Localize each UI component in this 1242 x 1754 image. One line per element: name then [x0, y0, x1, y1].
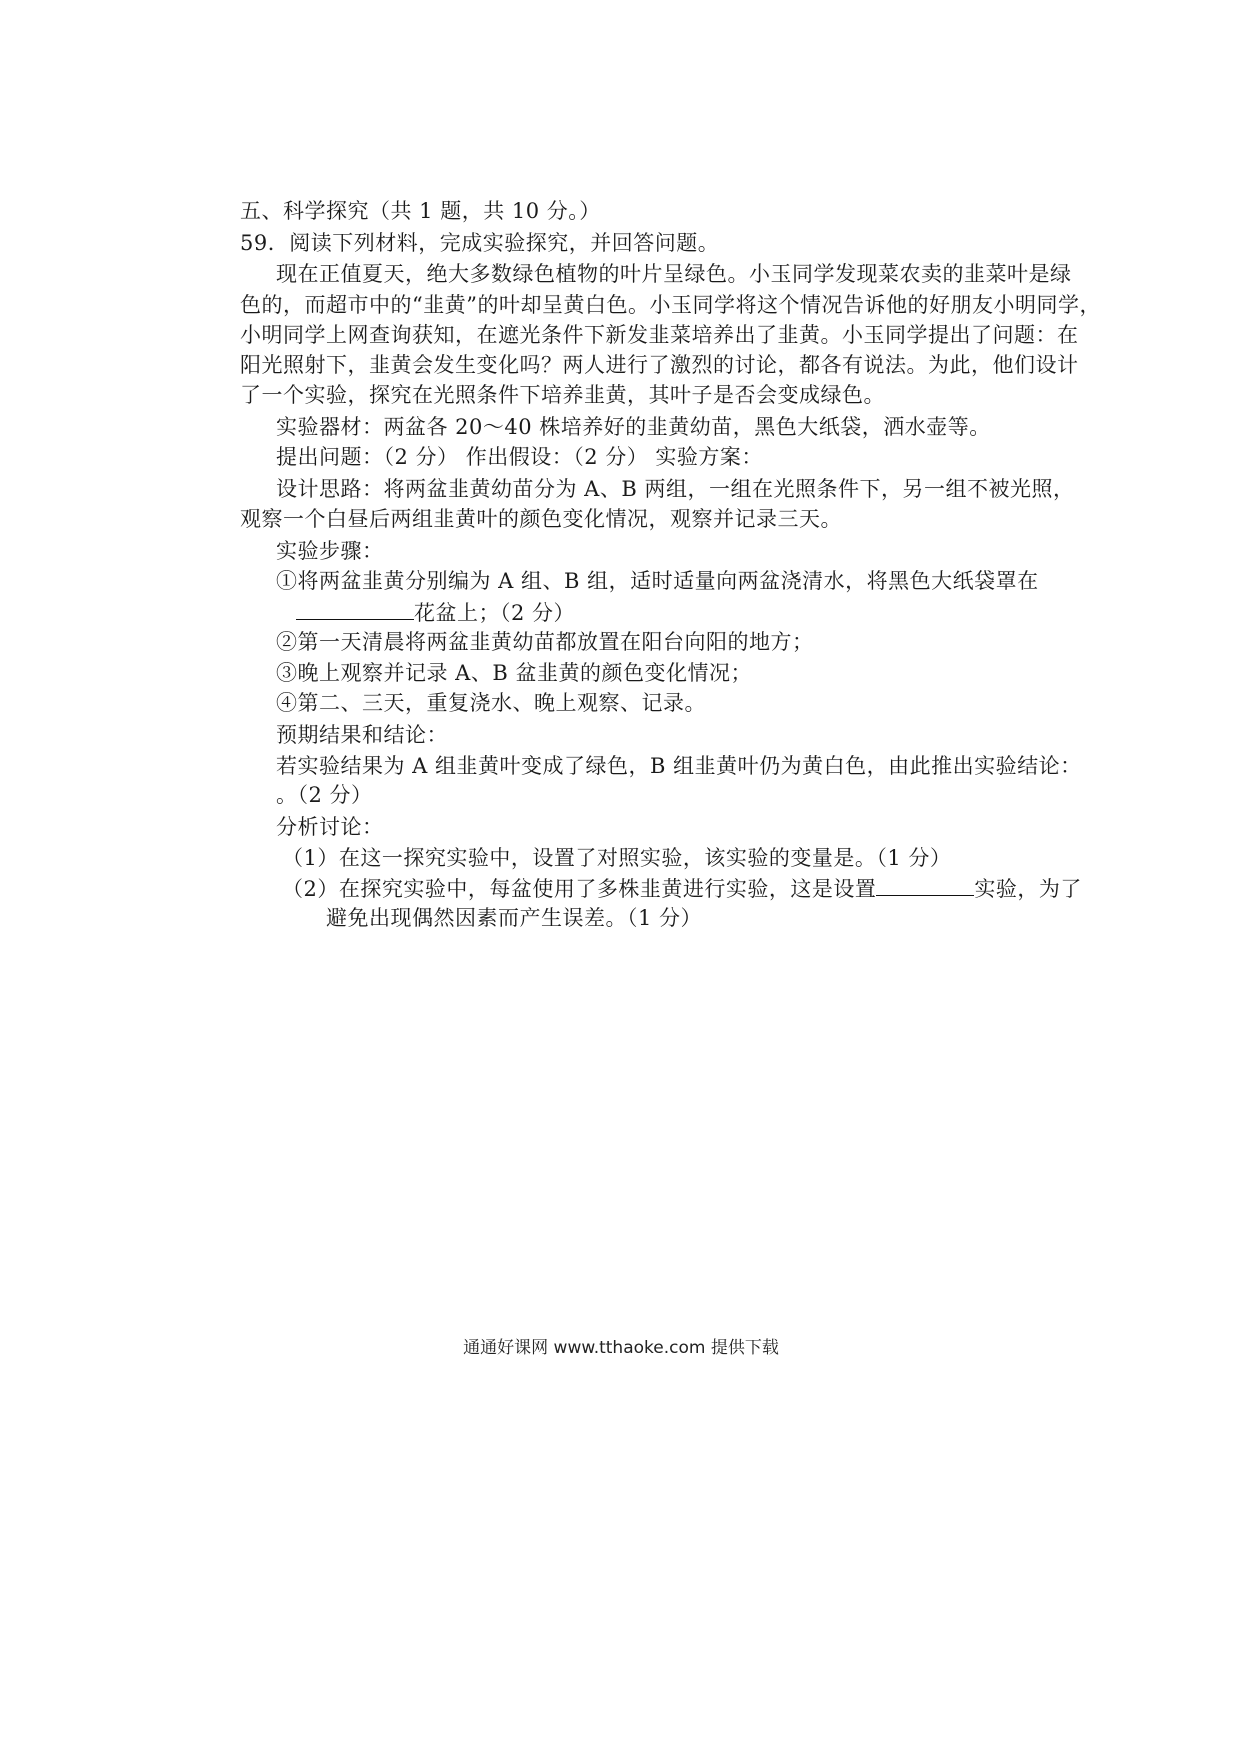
ask-hypothesis-plan-line: 提出问题：（2 分） 作出假设：（2 分） 实验方案：	[276, 445, 763, 469]
design-line-2: 观察一个白昼后两组韭黄叶的颜色变化情况，观察并记录三天。	[240, 507, 842, 531]
expected-title: 预期结果和结论：	[276, 723, 448, 747]
step-1-line-b	[296, 597, 575, 628]
step-4-line: ④第二、三天，重复浇水、晚上观察、记录。	[276, 691, 706, 715]
analysis-line-2-text-b: 实验，为了	[974, 877, 1082, 901]
passage-line-1: 现在正值夏天，绝大多数绿色植物的叶片呈绿色。小玉同学发现菜农卖的韭菜叶是绿	[276, 262, 1072, 286]
passage-line-4: 阳光照射下，韭黄会发生变化吗？两人进行了激烈的讨论，都各有说法。为此，他们设计	[240, 353, 1079, 377]
question-stem: 59．阅读下列材料，完成实验探究，并回答问题。	[240, 231, 720, 255]
step-2-line: ②第一天清晨将两盆韭黄幼苗都放置在阳台向阳的地方；	[276, 630, 814, 654]
passage-line-2: 色的，而超市中的“韭黄”的叶却呈黄白色。小玉同学将这个情况告诉他的好朋友小明同学，	[240, 293, 1101, 317]
analysis-line-2-text-a: （2）在探究实验中，每盆使用了多株韭黄进行实验，这是设置	[282, 877, 877, 901]
expected-line-1: 若实验结果为 A 组韭黄叶变成了绿色，B 组韭黄叶仍为黄白色，由此推出实验结论：	[276, 754, 1082, 778]
step-1-line-a: ①将两盆韭黄分别编为 A 组、B 组，适时适量向两盆浇清水，将黑色大纸袋罩在	[276, 569, 1039, 593]
section-heading: 五、科学探究（共 1 题，共 10 分。）	[240, 199, 601, 223]
design-line-1: 设计思路：将两盆韭黄幼苗分为 A、B 两组，一组在光照条件下，另一组不被光照，	[276, 477, 1075, 501]
analysis-line-1: （1）在这一探究实验中，设置了对照实验，该实验的变量是。（1 分）	[282, 846, 952, 870]
materials-line: 实验器材：两盆各 20～40 株培养好的韭黄幼苗，黑色大纸袋，洒水壶等。	[276, 415, 991, 439]
fill-blank-1[interactable]	[296, 597, 414, 620]
footer-source: 通通好课网 www.tthaoke.com 提供下载	[463, 1338, 779, 1358]
analysis-line-3: 避免出现偶然因素而产生误差。（1 分）	[326, 906, 703, 930]
steps-title: 实验步骤：	[276, 539, 384, 563]
fill-blank-2[interactable]	[876, 873, 974, 896]
step-1-line-b-text: 花盆上；（2 分）	[414, 601, 576, 625]
analysis-title: 分析讨论：	[276, 815, 384, 839]
passage-line-3: 小明同学上网查询获知，在遮光条件下新发韭菜培养出了韭黄。小玉同学提出了问题：在	[240, 323, 1079, 347]
analysis-line-2	[282, 873, 1082, 904]
step-3-line: ③晚上观察并记录 A、B 盆韭黄的颜色变化情况；	[276, 661, 752, 685]
passage-line-5: 了一个实验，探究在光照条件下培养韭黄，其叶子是否会变成绿色。	[240, 383, 885, 407]
expected-line-2: 。（2 分）	[276, 783, 373, 807]
